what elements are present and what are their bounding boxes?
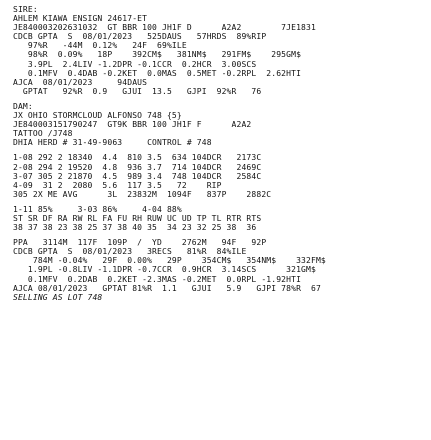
dam-trait-line: 0.1MFV 0.2DAB 0.2KET -2.3MAS -0.2MET 0.0RPL -1.92HTI: [13, 274, 302, 284]
sire-label: SIRE:: [13, 5, 38, 14]
lactation-record: 4-09 31 2 2080 5.6 117 3.5 72 RIP: [13, 180, 222, 190]
dam-herd-line: DHIA HERD # 31-49-9063 CONTROL # 748: [13, 138, 212, 148]
dam-tattoo-line: TATTOO /J748: [13, 129, 73, 139]
sale-note: SELLING AS LOT 748: [13, 292, 103, 302]
lactation-record: 3-07 305 2 21870 4.5 989 3.4 748 104DCR 2584C: [13, 171, 262, 181]
classification-block: [13, 205, 431, 232]
lactation-record: 1-08 292 2 18340 4.4 810 3.5 634 104DCR 2173C: [13, 153, 262, 163]
sire-cdcb-line: CDCB GPTA S 08/01/2023 525DAUS 57HRDS 89%RIP: [13, 32, 267, 42]
sire-gptat-line: GPTAT 92%R 0.9 GJUI 13.5 GJPI 92%R 76: [13, 86, 262, 96]
dam-index-line: 784M -0.04% 29F 0.00% 29P 354CM$ 354NM$ 332FM$: [13, 256, 326, 266]
linear-trait-values: 38 37 38 23 38 25 37 38 40 35 34 23 32 25 38 36: [13, 223, 257, 233]
dam-label: DAM:: [13, 101, 33, 111]
classification-scores: 1-11 85% 3-03 86% 4-04 88%: [13, 204, 182, 214]
sire-registration-line: JE840003202631032 GT BBR 100 JH1F D A2A2 7JE1831: [13, 23, 316, 33]
lactation-average: 305 2X ME AVG 3L 23832M 1094F 837P 2882C: [13, 189, 272, 199]
dam-section: [13, 102, 431, 302]
dam-ajca-line: AJCA 08/01/2023 GPTAT 81%R 1.1 GJUI 5.9 GJPI 78%R 67: [13, 283, 321, 293]
dam-registration-line: JE840003151790247 GT9K BBR 100 JH1F F A2A2: [13, 120, 252, 130]
linear-trait-headers: ST SR DF RA RW RL FA FU RH RUW UC UD TP TL RTR RTS: [13, 213, 262, 223]
sire-health-line: 3.9PL 2.4LIV -1.2DPR -0.1CCR 0.2HCR 3.00SCS: [13, 59, 257, 69]
sire-production-line: 97%R -44M 0.12% 24F 69%ILE: [13, 41, 187, 51]
dam-name: JX OHIO STORMCLOUD ALFONSO 748 {5}: [13, 111, 182, 121]
sire-trait-line: 0.1MFV 0.4DAB -0.2KET 0.0MAS 0.5MET -0.2RPL 2.62HTI: [13, 68, 302, 78]
dam-ppa-line: PPA 3114M 117F 109P / YD 2762M 94F 92P: [13, 238, 267, 248]
sire-section: [13, 5, 431, 96]
sire-name: AHLEM KIAWA ENSIGN 24617-ET: [13, 14, 148, 24]
sire-ajca-line: AJCA 08/01/2023 94DAUS: [13, 77, 148, 87]
sire-index-line: 98%R 0.09% 18P 392CM$ 381NM$ 291FM$ 295GM$: [13, 50, 302, 60]
dam-health-line: 1.9PL -0.8LIV -1.1DPR -0.7CCR 0.9HCR 3.14SCS 321GM$: [13, 265, 316, 275]
lactation-record: 2-08 294 2 19520 4.8 936 3.7 714 104DCR 2469C: [13, 162, 262, 172]
dam-cdcb-line: CDCB GPTA S 08/01/2023 3RECS 81%R 84%ILE: [13, 247, 247, 257]
dam-genomic-block: [13, 238, 431, 302]
lactation-records: [13, 153, 431, 198]
